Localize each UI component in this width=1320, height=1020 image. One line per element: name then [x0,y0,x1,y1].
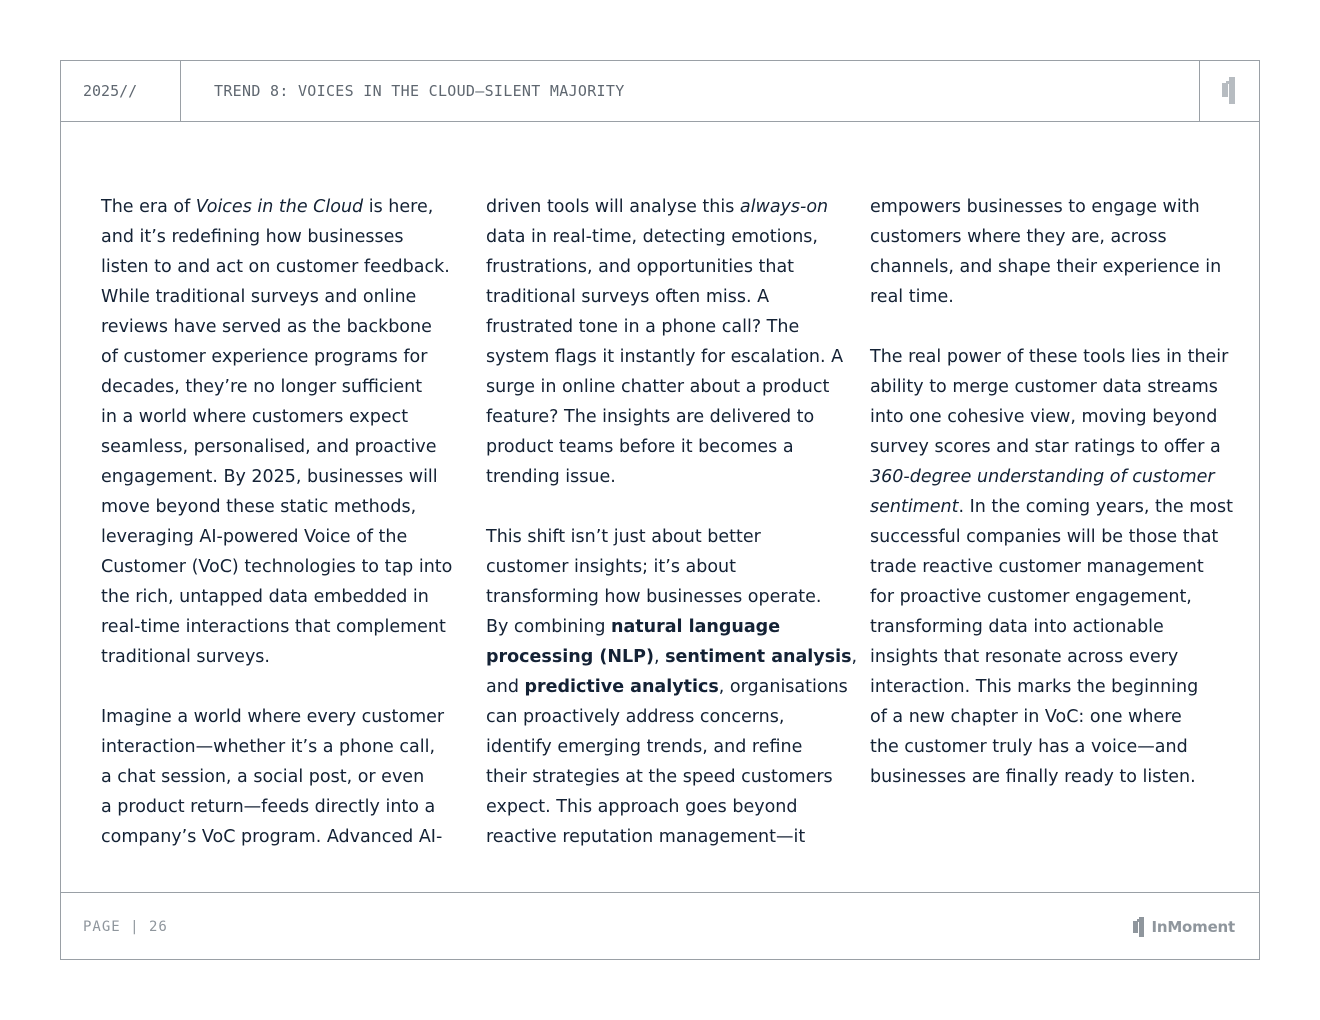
text-line [101,792,446,822]
header-logo [1199,61,1259,121]
text-line [870,432,1221,462]
text-line [101,372,446,402]
text-run: , organisations [718,677,848,697]
text-line [870,732,1215,762]
italic-text: always-on [739,197,829,217]
text-run: move beyond these static methods, [101,497,417,517]
text-line [101,522,446,552]
text-run: listen to and act on customer feedback. [101,257,450,277]
text-run: data in real-time, detecting emotions, [486,227,818,247]
text-run: traditional surveys. [101,647,270,667]
text-run: and [486,677,525,697]
text-line [101,252,450,282]
paragraph [486,522,858,852]
text-line [870,672,1215,702]
text-run: frustrated tone in a phone call? The [486,317,800,337]
text-run: successful companies will be those that [870,527,1219,547]
header-title: TREND 8: VOICES IN THE CLOUD—SILENT MAJORITY [214,82,625,100]
text-run: real time. [870,287,954,307]
text-run: a product return—feeds directly into a [101,797,436,817]
text-line [486,642,858,672]
paragraph [101,192,453,672]
text-run: trade reactive customer management [870,557,1204,577]
text-run: transforming how businesses operate. [486,587,822,607]
text-line [486,312,831,342]
paragraph [870,192,1222,312]
text-run: into one cohesive view, moving beyond [870,407,1218,427]
text-line [486,252,831,282]
text-line [101,582,446,612]
text-run: , [851,647,858,667]
inmoment-mark-icon [1132,917,1146,937]
italic-text: Voices in the Cloud [195,197,364,217]
text-run: identify emerging trends, and refine [486,737,803,757]
text-line [870,372,1218,402]
text-run: channels, and shape their experience in [870,257,1222,277]
text-line [101,612,446,642]
text-line [486,582,831,612]
text-run: expect. This approach goes beyond [486,797,798,817]
text-run: The era of [101,197,196,217]
text-line [101,702,446,732]
text-line [101,642,446,672]
text-line [486,462,831,492]
text-line [486,282,831,312]
text-line [870,492,1233,522]
text-run: real-time interactions that complement [101,617,446,637]
text-line [101,312,446,342]
text-run: a chat session, a social post, or even [101,767,425,787]
text-line [870,582,1215,612]
text-line [101,492,446,522]
text-line [101,822,446,852]
text-line [486,192,831,222]
bold-text: natural language [611,617,781,637]
page-number: PAGE | 26 [83,919,168,935]
text-run: of a new chapter in VoC: one where [870,707,1182,727]
text-line [486,672,848,702]
text-line [101,402,446,432]
text-line [486,342,844,372]
text-run: ability to merge customer data streams [870,377,1218,397]
text-run: leveraging AI-powered Voice of the [101,527,408,547]
text-run: surge in online chatter about a product [486,377,830,397]
inmoment-mark-icon [1200,61,1259,121]
text-line [870,552,1215,582]
text-run: decades, they’re no longer sufficient [101,377,423,397]
text-line [486,372,831,402]
italic-text: sentiment [870,497,959,517]
text-run: for proactive customer engagement, [870,587,1192,607]
text-line [101,762,446,792]
page-frame [60,60,1260,960]
text-run: interaction—whether it’s a phone call, [101,737,436,757]
text-run: trending issue. [486,467,616,487]
text-run: customer insights; it’s about [486,557,736,577]
text-run: product teams before it becomes a [486,437,794,457]
article-body [61,122,1259,892]
header-year: 2025// [61,61,181,121]
text-line [870,642,1215,672]
text-run: This shift isn’t just about better [486,527,761,547]
page-header [61,61,1259,122]
text-line [870,342,1229,372]
text-run: and it’s redefining how businesses [101,227,404,247]
text-run: driven tools will analyse this [486,197,740,217]
text-run: survey scores and star ratings to offer a [870,437,1221,457]
text-line [101,192,446,222]
paragraph [870,342,1233,792]
text-line [870,252,1222,282]
text-run: system flags it instantly for escalation. A [486,347,844,367]
bold-text: processing (NLP) [486,647,654,667]
text-line [486,762,831,792]
text-run: of customer experience programs for [101,347,428,367]
text-run: feature? The insights are delivered to [486,407,815,427]
text-line [101,342,446,372]
italic-text: 360-degree understanding of customer [870,467,1215,487]
text-run: reactive reputation management—it [486,827,806,847]
text-run: in a world where customers expect [101,407,409,427]
text-line [870,222,1215,252]
text-run: empowers businesses to engage with [870,197,1200,217]
text-run: traditional surveys often miss. A [486,287,770,307]
paragraph [101,702,446,852]
text-line [101,552,453,582]
text-line [486,432,831,462]
text-run: While traditional surveys and online [101,287,417,307]
paragraph [486,192,844,492]
bold-text: sentiment analysis [665,647,852,667]
text-run: the customer truly has a voice—and [870,737,1188,757]
text-line [101,282,446,312]
text-line [486,402,831,432]
text-run: frustrations, and opportunities that [486,257,795,277]
text-line [486,702,831,732]
text-run: By combining [486,617,611,637]
page-footer [61,892,1259,959]
text-run: customers where they are, across [870,227,1167,247]
text-run: transforming data into actionable [870,617,1164,637]
text-line [486,522,831,552]
text-run: The real power of these tools lies in their [870,347,1229,367]
text-column-2 [486,192,858,852]
text-column-3 [870,192,1233,792]
text-run: reviews have served as the backbone [101,317,432,337]
text-line [101,462,446,492]
text-line [870,282,1215,312]
text-run: their strategies at the speed customers [486,767,833,787]
text-run: Imagine a world where every customer [101,707,445,727]
brand-logo [1132,917,1235,937]
text-run: businesses are finally ready to listen. [870,767,1196,787]
text-line [486,822,831,852]
text-run: seamless, personalised, and proactive [101,437,437,457]
text-line [486,612,831,642]
text-line [486,732,831,762]
text-run: can proactively address concerns, [486,707,785,727]
text-line [870,402,1218,432]
brand-name: InMoment [1151,918,1235,936]
text-line [101,432,446,462]
text-line [486,792,831,822]
text-line [870,702,1215,732]
bold-text: predictive analytics [524,677,719,697]
text-run: interaction. This marks the beginning [870,677,1199,697]
text-line [101,732,446,762]
text-run: insights that resonate across every [870,647,1179,667]
text-run: engagement. By 2025, businesses will [101,467,438,487]
text-line [870,522,1219,552]
text-line [486,552,831,582]
text-line [870,462,1215,492]
text-line [870,192,1215,222]
text-line [486,222,831,252]
text-line [870,612,1215,642]
text-run: , [653,647,666,667]
text-line [101,222,446,252]
text-run: Customer (VoC) technologies to tap into [101,557,453,577]
text-run: . In the coming years, the most [958,497,1233,517]
text-run: the rich, untapped data embedded in [101,587,429,607]
text-run: company’s VoC program. Advanced AI- [101,827,443,847]
text-line [870,762,1215,792]
text-run: is here, [363,197,434,217]
text-column-1 [101,192,453,852]
